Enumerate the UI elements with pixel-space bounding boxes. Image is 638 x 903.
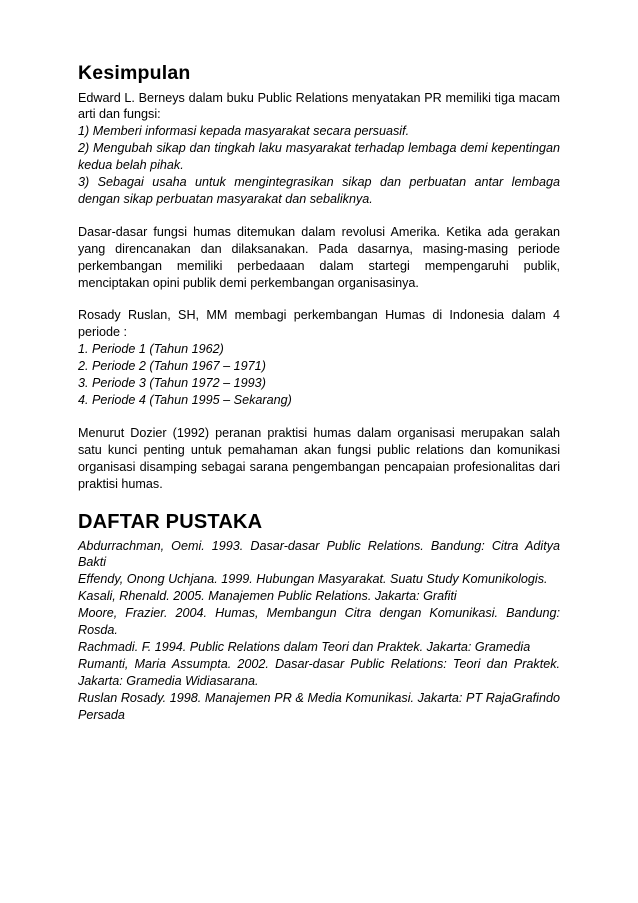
list-item-period-1: 1. Periode 1 (Tahun 1962) [78,342,224,357]
reference-item: Ruslan Rosady. 1998. Manajemen PR & Media Komunikasi. Jakarta: PT RajaGrafindo Persada [78,690,560,722]
section-heading-kesimpulan: Kesimpulan [78,62,191,84]
paragraph-intro: Edward L. Berneys dalam buku Public Relations menyatakan PR memiliki tiga macam arti dan fungsi: [78,90,560,122]
list-item-point-3: 3) Sebagai usaha untuk mengintegrasikan sikap dan perbuatan antar lembaga dengan sikap perbuatan masyarakat dan sebaliknya. [78,175,560,206]
paragraph-spacer [78,208,560,224]
reference-item: Kasali, Rhenald. 2005. Manajemen Public Relations. Jakarta: Grafiti [78,589,457,604]
reference-item: Rachmadi. F. 1994. Public Relations dalam Teori dan Praktek. Jakarta: Gramedia [78,639,531,654]
paragraph-dasar-fungsi: Dasar-dasar fungsi humas ditemukan dalam revolusi Amerika. Ketika ada gerakan yang direncanakan dan dilaksanakan. Pada dasarnya, masing-masing periode perkembangan memiliki perbedaaan dalam startegi mempengaruhi publik, menciptakan opini publik demi perkembangan organisasinya. [78,224,560,290]
section-heading-daftar-pustaka: DAFTAR PUSTAKA [78,510,263,533]
reference-item: Abdurrachman, Oemi. 1993. Dasar-dasar Public Relations. Bandung: Citra Aditya Bakti [78,538,560,570]
reference-item: Moore, Frazier. 2004. Humas, Membangun Citra dengan Komunikasi. Bandung: Rosda. [78,606,560,638]
list-item-period-3: 3. Periode 3 (Tahun 1972 – 1993) [78,376,266,391]
paragraph-spacer [78,409,560,425]
paragraph-dozier: Menurut Dozier (1992) peranan praktisi humas dalam organisasi merupakan salah satu kunci penting untuk pemahaman akan fungsi public relations dan komunikasi organisasi disamping sebagai sarana pengembangan pencapaian profesionalitas dari praktisi humas. [78,425,560,491]
paragraph-spacer [78,291,560,307]
list-item-period-4: 4. Periode 4 (Tahun 1995 – Sekarang) [78,393,292,407]
document-page [78,62,560,724]
reference-item: Effendy, Onong Uchjana. 1999. Hubungan Masyarakat. Suatu Study Komunikologis. [78,572,548,587]
reference-item: Rumanti, Maria Assumpta. 2002. Dasar-dasar Public Relations: Teori dan Praktek. Jakarta: Gramedia Widiasarana. [78,656,560,688]
list-item-point-2: 2) Mengubah sikap dan tingkah laku masyarakat terhadap lembaga demi kepentingan kedua belah pihak. [78,141,560,173]
paragraph-spacer [78,493,560,508]
paragraph-periode-intro: Rosady Ruslan, SH, MM membagi perkembangan Humas di Indonesia dalam 4 periode : [78,308,560,340]
list-item-period-2: 2. Periode 2 (Tahun 1967 – 1971) [78,359,266,374]
list-item-point-1: 1) Memberi informasi kepada masyarakat secara persuasif. [78,124,410,139]
